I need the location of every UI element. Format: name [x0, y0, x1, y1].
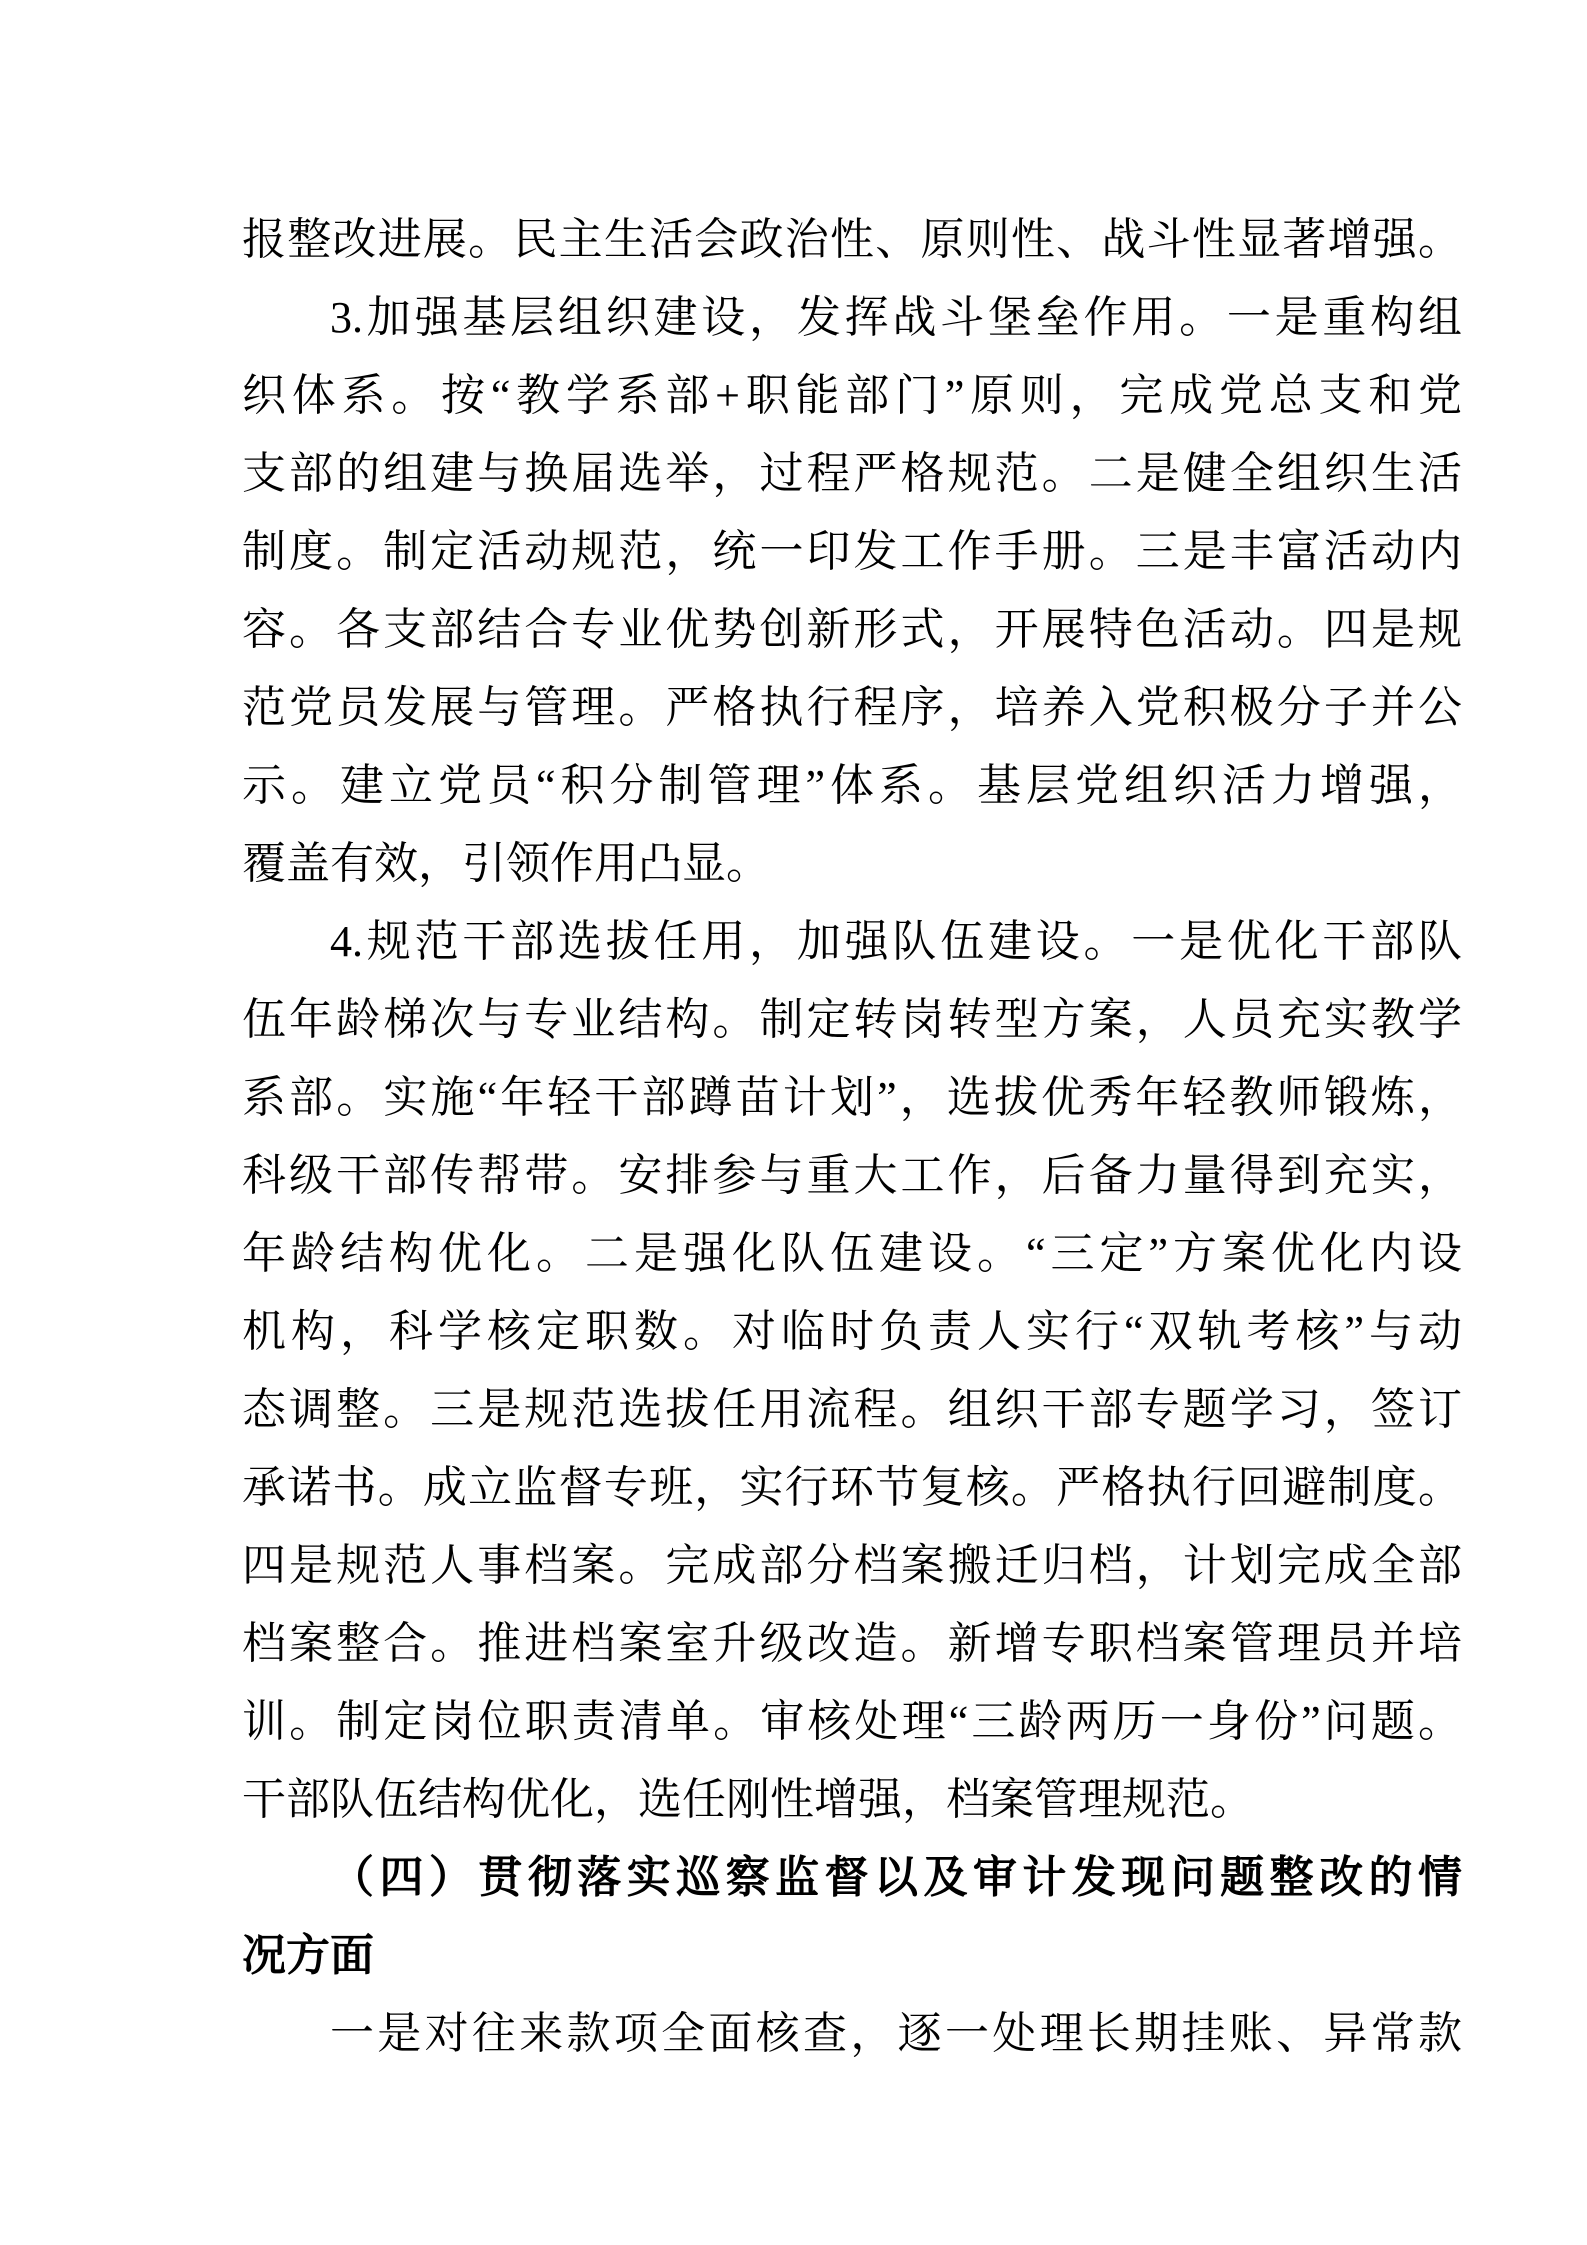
text-line: 档案整合。推进档案室升级改造。新增专职档案管理员并培 — [242, 1619, 1462, 1668]
text-line: 支部的组建与换届选举，过程严格规范。二是健全组织生活 — [242, 449, 1462, 498]
text-line: 干部队伍结构优化，选任刚性增强，档案管理规范。 — [242, 1775, 1254, 1824]
text-line: 报整改进展。民主生活会政治性、原则性、战斗性显著增强。 — [242, 215, 1462, 264]
document-body — [242, 201, 1462, 2073]
text-line: 态调整。三是规范选拔任用流程。组织干部专题学习，签订 — [242, 1385, 1462, 1434]
text-line: 范党员发展与管理。严格执行程序，培养入党积极分子并公 — [242, 683, 1462, 732]
text-line: 科级干部传帮带。安排参与重大工作，后备力量得到充实， — [242, 1151, 1462, 1200]
text-line: 承诺书。成立监督专班，实行环节复核。严格执行回避制度。 — [242, 1463, 1462, 1512]
paragraph — [242, 201, 1462, 279]
text-line: 4.规范干部选拔任用，加强队伍建设。一是优化干部队 — [330, 917, 1462, 966]
text-line: 伍年龄梯次与专业结构。制定转岗转型方案，人员充实教学 — [242, 995, 1462, 1044]
section-heading — [242, 1839, 1462, 1995]
paragraph — [242, 1995, 1462, 2073]
text-line: 织体系。按“教学系部+职能部门”原则，完成党总支和党 — [242, 371, 1462, 420]
heading-line: 况方面 — [242, 1931, 374, 1980]
text-line: 3.加强基层组织建设，发挥战斗堡垒作用。一是重构组 — [330, 293, 1462, 342]
text-line: 示。建立党员“积分制管理”体系。基层党组织活力增强， — [242, 761, 1462, 810]
heading-line: （四）贯彻落实巡察监督以及审计发现问题整改的情 — [330, 1853, 1462, 1902]
text-line: 训。制定岗位职责清单。审核处理“三龄两历一身份”问题。 — [242, 1697, 1462, 1746]
text-line: 覆盖有效，引领作用凸显。 — [242, 839, 770, 888]
text-line: 系部。实施“年轻干部蹲苗计划”，选拔优秀年轻教师锻炼， — [242, 1073, 1462, 1122]
text-line: 制度。制定活动规范，统一印发工作手册。三是丰富活动内 — [242, 527, 1462, 576]
paragraph — [242, 279, 1462, 903]
text-line: 容。各支部结合专业优势创新形式，开展特色活动。四是规 — [242, 605, 1462, 654]
text-line: 机构，科学核定职数。对临时负责人实行“双轨考核”与动 — [242, 1307, 1462, 1356]
text-line: 一是对往来款项全面核查，逐一处理长期挂账、异常款 — [330, 2009, 1462, 2058]
text-line: 四是规范人事档案。完成部分档案搬迁归档，计划完成全部 — [242, 1541, 1462, 1590]
paragraph — [242, 903, 1462, 1839]
text-line: 年龄结构优化。二是强化队伍建设。“三定”方案优化内设 — [242, 1229, 1462, 1278]
